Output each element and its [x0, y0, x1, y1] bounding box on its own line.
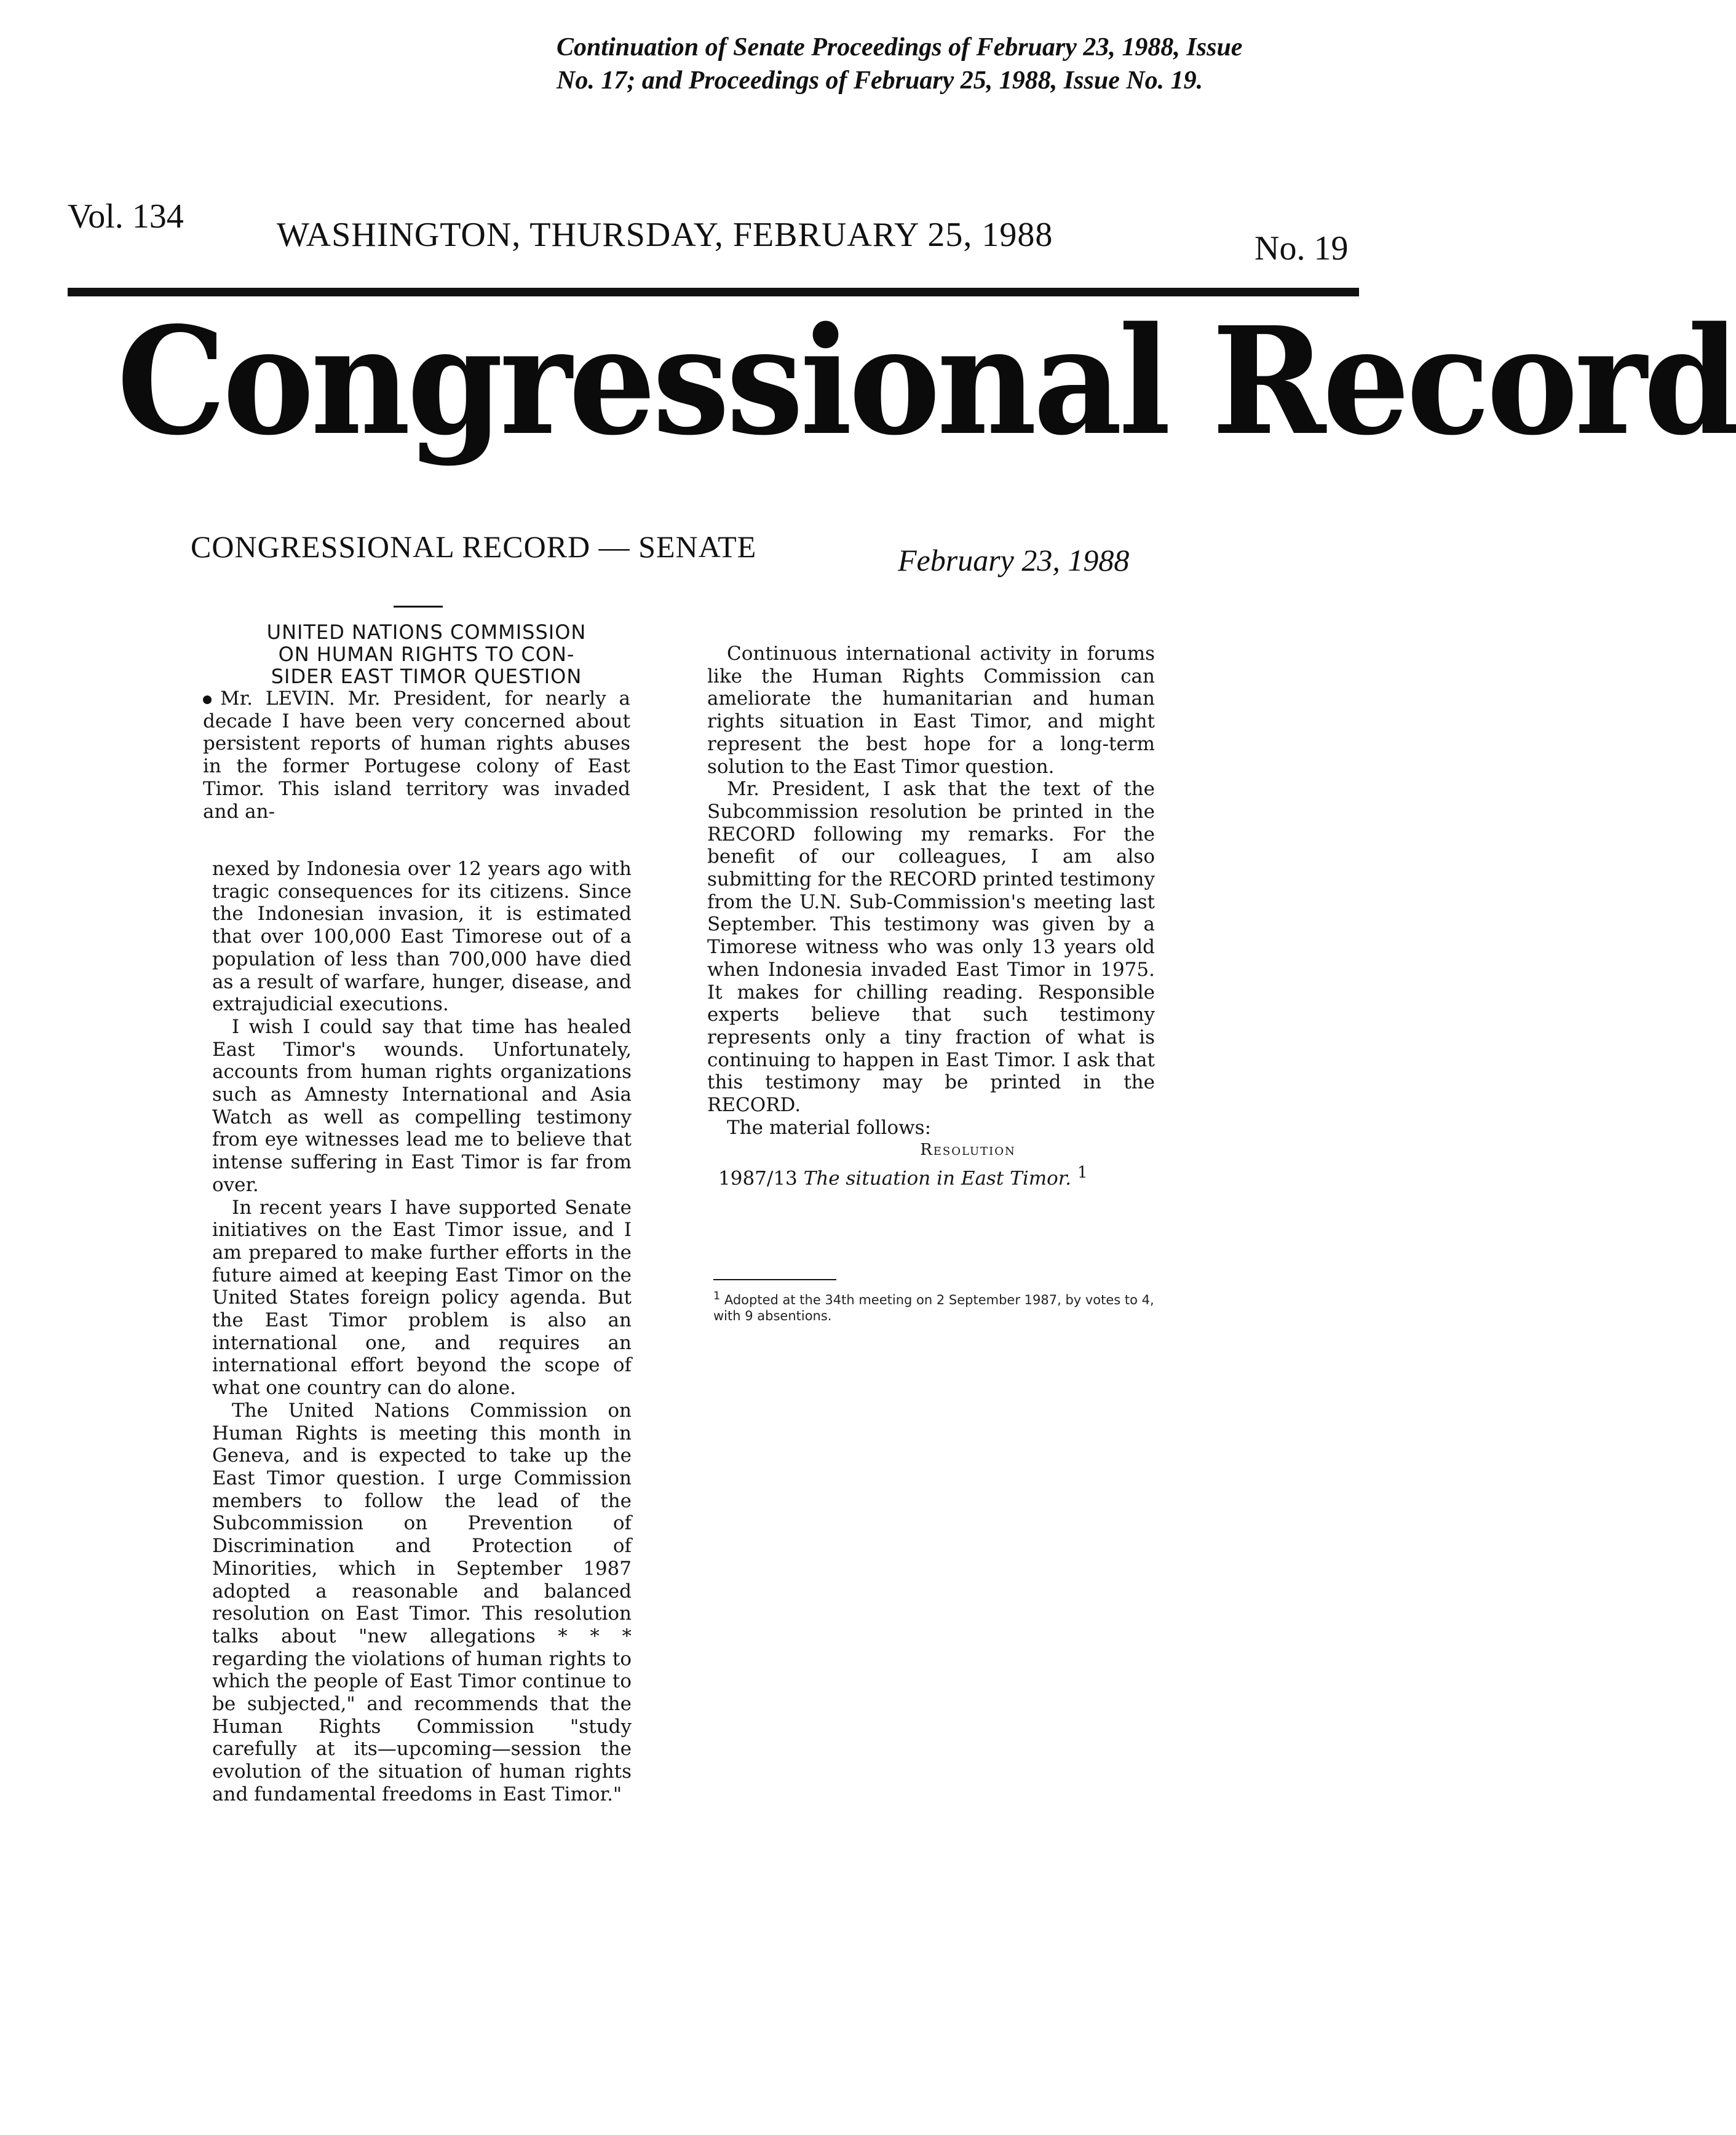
left-column-bottom	[212, 858, 632, 1806]
right-column	[707, 643, 1155, 1190]
issue-number: No. 19	[1254, 229, 1349, 267]
resolution-heading: Resolution	[920, 1141, 1016, 1160]
nameplate: Congressional Record	[117, 295, 1736, 468]
footnote-marker: 1	[713, 1290, 721, 1302]
footnote-rule	[713, 1279, 836, 1280]
article-separator	[394, 606, 443, 608]
bullet-icon	[203, 695, 212, 704]
paragraph: The material follows:	[727, 1116, 932, 1139]
footnote-reference: 1	[1077, 1163, 1088, 1182]
footnote-text: Adopted at the 34th meeting on 2 September 1987, by votes to 4, with 9 absentions.	[713, 1293, 1154, 1323]
volume-number: Vol. 134	[68, 197, 184, 236]
paragraph: nexed by Indonesia over 12 years ago with tragic consequences for its citizens. Since the Indonesian invasion, it is estimated that over 100,000 East Timorese out of a population of less than 700,000 have died as a result of warfare, hunger, disease, and extrajudicial executions.	[212, 858, 632, 1016]
opening-paragraph-text: Mr. LEVIN. Mr. President, for nearly a decade I have been very concerned about persistent reports of human rights abuses in the former Portugese colony of East Timor. This island territory was invaded and an-	[203, 687, 630, 823]
continuation-line-1: Continuation of Senate Proceedings of February 23, 1988, Issue	[557, 33, 1243, 61]
continuation-line-2: No. 17; and Proceedings of February 25, 1988, Issue No. 19.	[557, 66, 1203, 95]
resolution-number: 1987/13	[718, 1167, 798, 1190]
resolution-line	[707, 1162, 1155, 1190]
footnote	[713, 1288, 1156, 1324]
article-title-line-1: UNITED NATIONS COMMISSION	[266, 620, 587, 644]
article-title-line-2: ON HUMAN RIGHTS TO CON-	[278, 643, 575, 666]
paragraph: Mr. President, I ask that the text of the Subcommission resolution be printed in the RECORD following my remarks. For the benefit of our colleagues, I am also submitting for the RECORD printed testimony from the U.N. Sub-Commission's meeting last September. This testimony was given by a Timorese witness who was only 13 years old when Indonesia invaded East Timor in 1975. It makes for chilling reading. Responsible experts believe that such testimony represents only a tiny fraction of what is continuing to happen in East Timor. I ask that this testimony may be printed in the RECORD.	[707, 778, 1155, 1117]
left-column-top	[203, 621, 630, 823]
left-top-paragraph	[203, 687, 630, 823]
paragraph: I wish I could say that time has healed East Timor's wounds. Unfortunately, accounts from human rights organizations such as Amnesty International and Asia Watch as well as compelling testimony from eye witnesses lead me to believe that intense suffering in East Timor is far from over.	[212, 1015, 632, 1196]
resolution-title: The situation in East Timor.	[803, 1167, 1072, 1190]
paragraph: The United Nations Commission on Human Rights is meeting this month in Geneva, and is expected to take up the East Timor question. I urge Commission members to follow the lead of the Subcommission on Prevention of Discrimination and Protection of Minorities, which in September 1987 adopted a reasonable and balanced resolution on East Timor. This resolution talks about "new allegations * * * regarding the violations of human rights to which the people of East Timor continue to be subjected," and recommends that the Human Rights Commission "study carefully at its—upcoming—session the evolution of the situation of human rights and fundamental freedoms in East Timor."	[212, 1399, 632, 1805]
article-title-line-3: SIDER EAST TIMOR QUESTION	[271, 665, 582, 688]
paragraph: In recent years I have supported Senate initiatives on the East Timor issue, and I am prepared to make further efforts in the future aimed at keeping East Timor on the United States foreign policy agenda. But the East Timor problem is also an international one, and requires an international effort beyond the scope of what one country can do alone.	[212, 1196, 632, 1400]
page-date: February 23, 1988	[898, 543, 1130, 577]
dateline: WASHINGTON, THURSDAY, FEBRUARY 25, 1988	[277, 216, 1053, 254]
continuation-note	[557, 31, 1454, 97]
paragraph: Continuous international activity in forums like the Human Rights Commission can ameliorate the humanitarian and human rights situation in East Timor, and might represent the best hope for a long-term solution to the East Timor question.	[707, 643, 1155, 778]
section-heading: CONGRESSIONAL RECORD — SENATE	[191, 529, 757, 564]
